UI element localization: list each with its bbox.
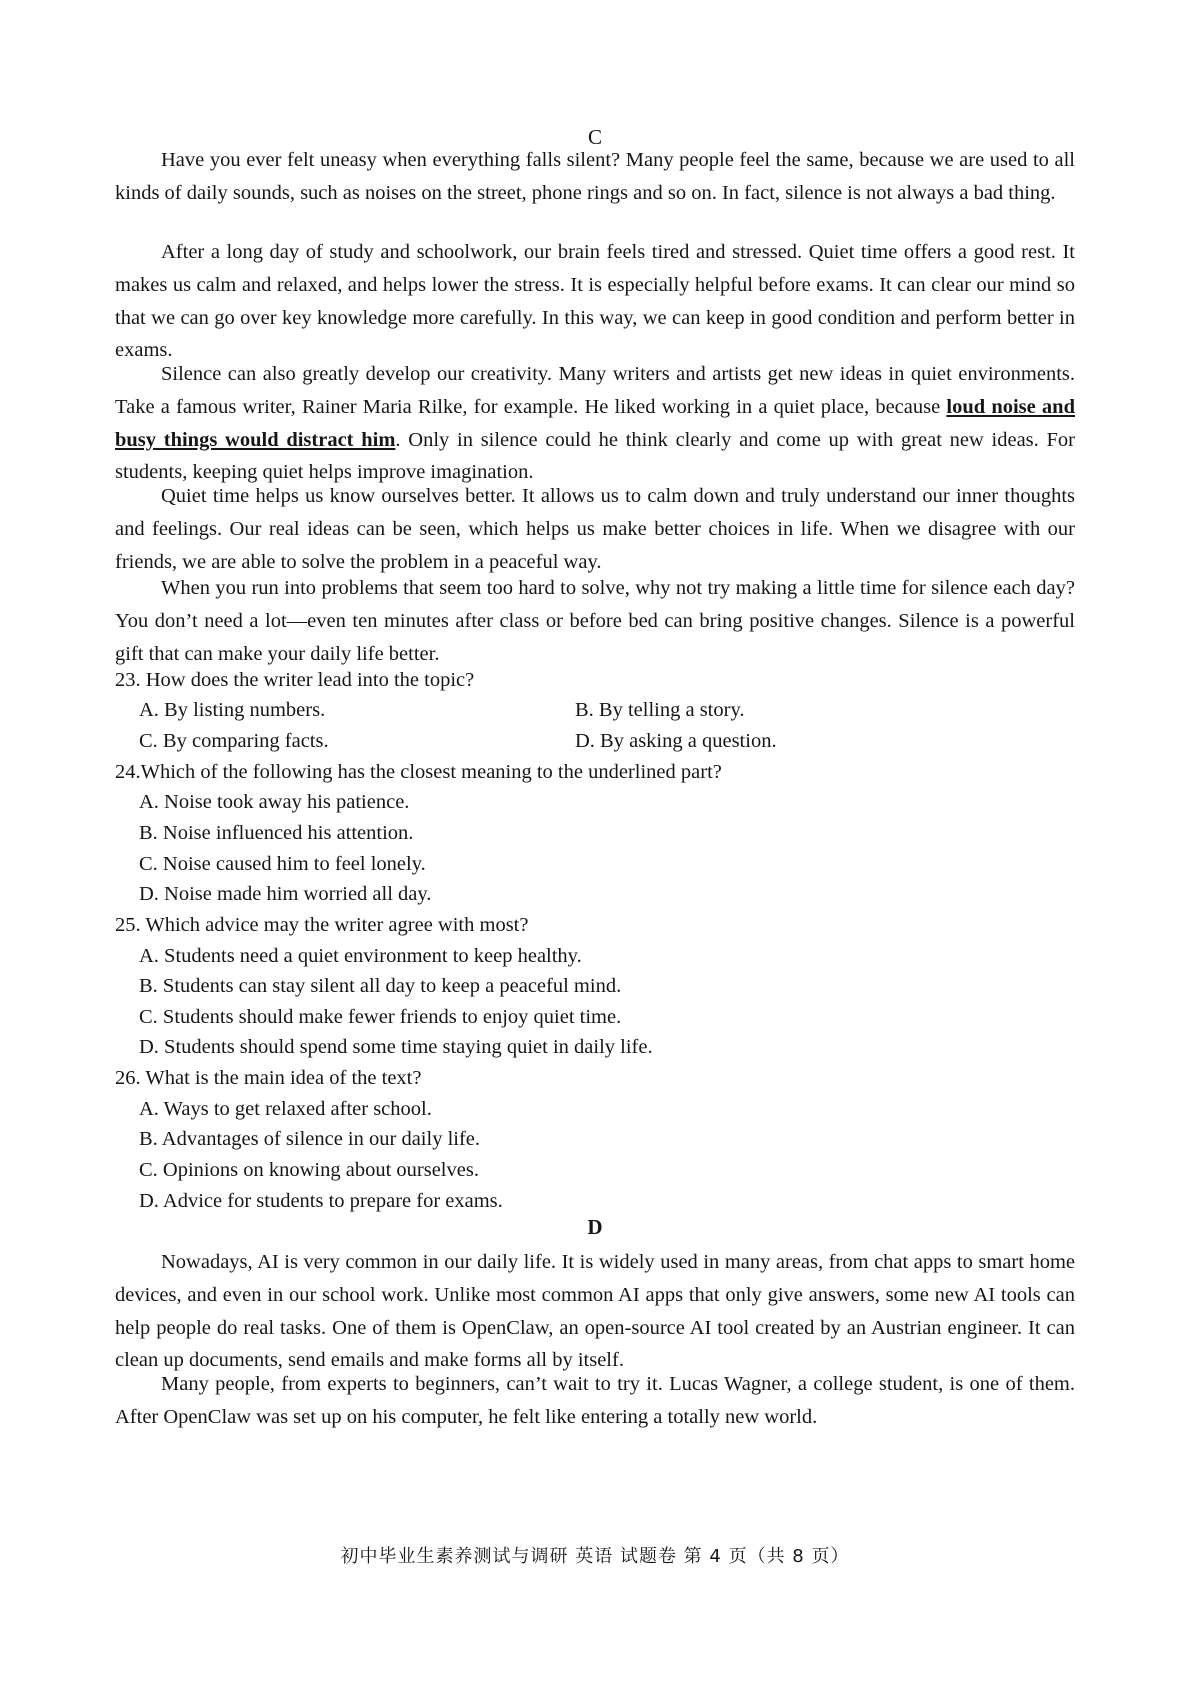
passage-d-title: D: [587, 1215, 603, 1239]
passage-c-paragraph-3: [115, 358, 1075, 489]
question-23-stem: 23. How does the writer lead into the topic?: [115, 669, 475, 691]
question-23-option-a: A. By listing numbers.: [139, 699, 326, 721]
question-25-option-c: C. Students should make fewer friends to enjoy quiet time.: [139, 1006, 622, 1028]
question-26-option-d: D. Advice for students to prepare for exams.: [139, 1190, 503, 1212]
question-26-stem: 26. What is the main idea of the text?: [115, 1067, 422, 1089]
question-23-option-d: D. By asking a question.: [575, 730, 777, 752]
question-23-option-b: B. By telling a story.: [575, 699, 745, 721]
underlined-phrase: loud noise and busy things would distract him: [115, 395, 1075, 451]
passage-d-paragraph-1: Nowadays, AI is very common in our daily life. It is widely used in many areas, from chat apps to smart home devices, and even in our school work. Unlike most common AI apps that only give answers, some new AI tools can help people do real tasks. One of them is OpenClaw, an open-source AI tool created by an Austrian engineer. It can clean up documents, send emails and make forms all by itself.: [115, 1251, 1075, 1372]
passage-c-paragraph-2: After a long day of study and schoolwork, our brain feels tired and stressed. Quiet time offers a good rest. It makes us calm and relaxed, and helps lower the stress. It is especially helpful before exams. It can clear our mind so that we can go over key knowledge more carefully. In this way, we can keep in good condition and perform better in exams.: [115, 241, 1075, 362]
question-26-option-c: C. Opinions on knowing about ourselves.: [139, 1159, 479, 1181]
question-24-option-d: D. Noise made him worried all day.: [139, 883, 432, 905]
question-23-option-c: C. By comparing facts.: [139, 730, 329, 752]
question-25-option-d: D. Students should spend some time staying quiet in daily life.: [139, 1036, 653, 1058]
passage-c-paragraph-4: Quiet time helps us know ourselves better. It allows us to calm down and truly understand our inner thoughts and feelings. Our real ideas can be seen, which helps us make better choices in life. When we disagree with our friends, we are able to solve the problem in a peaceful way.: [115, 485, 1075, 573]
page-footer: 初中毕业生素养测试与调研 英语 试题卷 第 4 页（共 8 页）: [340, 1546, 850, 1567]
question-25-option-a: A. Students need a quiet environment to keep healthy.: [139, 945, 582, 967]
passage-c-paragraph-1: Have you ever felt uneasy when everything falls silent? Many people feel the same, because we are used to all kinds of daily sounds, such as noises on the street, phone rings and so on. In fact, silence is not always a bad thing.: [115, 149, 1075, 204]
question-24-option-c: C. Noise caused him to feel lonely.: [139, 853, 426, 875]
question-24-stem: 24.Which of the following has the closest meaning to the underlined part?: [115, 761, 722, 783]
passage-d-paragraph-2: Many people, from experts to beginners, can’t wait to try it. Lucas Wagner, a college student, is one of them. After OpenClaw was set up on his computer, he felt like entering a totally new world.: [115, 1373, 1075, 1428]
paragraph-3-before: Silence can also greatly develop our creativity. Many writers and artists get new ideas in quiet environments. Take a famous writer, Rainer Maria Rilke, for example. He liked working in a quiet place, because: [115, 363, 1075, 418]
paragraph-3-after: . Only in silence could he think clearly and come up with great new ideas. For students, keeping quiet helps improve imagination.: [115, 428, 1075, 484]
question-26-option-a: A. Ways to get relaxed after school.: [139, 1098, 432, 1120]
passage-c-paragraph-5: When you run into problems that seem too hard to solve, why not try making a little time for silence each day? You don’t need a lot—even ten minutes after class or before bed can bring positive changes. Silence is a powerful gift that can make your daily life better.: [115, 577, 1075, 665]
question-24-option-a: A. Noise took away his patience.: [139, 791, 410, 813]
question-24-option-b: B. Noise influenced his attention.: [139, 822, 414, 844]
question-26-option-b: B. Advantages of silence in our daily life.: [139, 1128, 481, 1150]
question-25-stem: 25. Which advice may the writer agree with most?: [115, 914, 529, 936]
question-25-option-b: B. Students can stay silent all day to keep a peaceful mind.: [139, 975, 622, 997]
passage-c-title: C: [587, 125, 602, 149]
